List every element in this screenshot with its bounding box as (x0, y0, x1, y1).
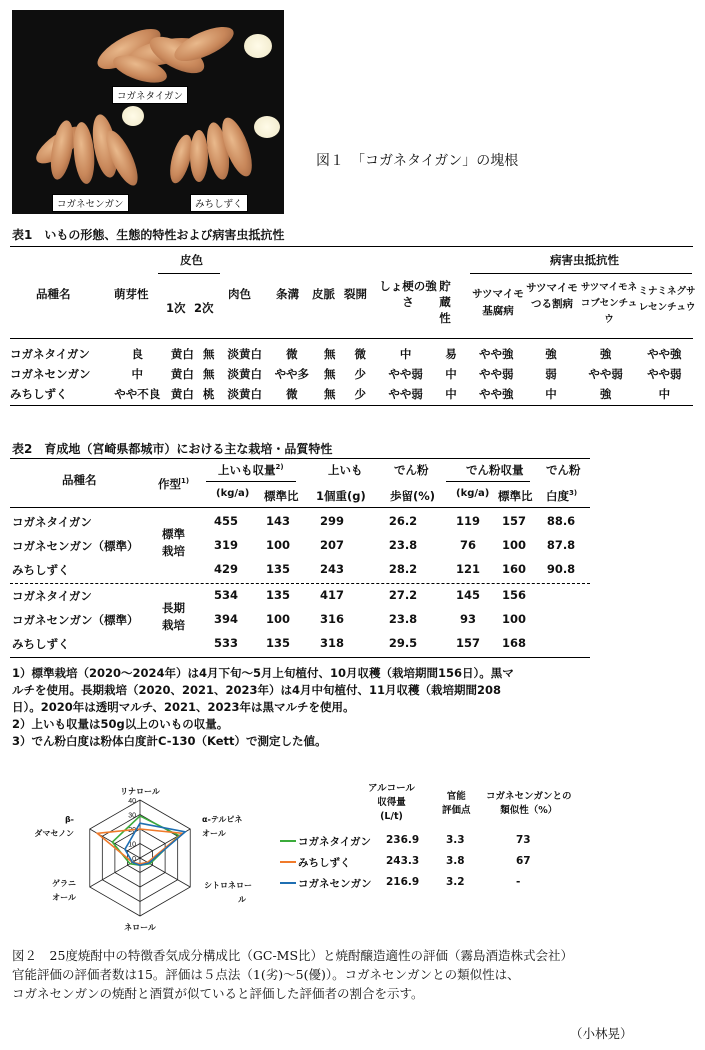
t2-h-weight2: 1個重(g) (316, 489, 366, 503)
table-cell: 微 (286, 387, 298, 401)
table-cell: 29.5 (388, 636, 418, 650)
label-michishizuku: みちしずく (190, 194, 248, 212)
table-cell: 中 (131, 367, 143, 381)
table-cell: 黄白 (170, 347, 194, 361)
table-cell: 76 (459, 538, 476, 552)
axis-label: ダマセノン (34, 829, 74, 838)
t1-h-disease2: サツマイモつる割病 (526, 282, 578, 310)
t1-h-groove: 条溝 (276, 287, 299, 301)
table-cell: 桃 (202, 387, 215, 401)
t2-h-white-sup: 3) (569, 489, 578, 498)
table-cell: 143 (265, 514, 290, 528)
tick-label: 40 (128, 798, 136, 805)
table-cell: 強 (599, 387, 612, 401)
legend-name: コガネセンガン (298, 878, 372, 890)
figure2-caption (12, 946, 692, 1003)
t1-h-resistance: 病害虫抵抗性 (550, 253, 619, 267)
table-cell: やや弱 (388, 387, 423, 401)
table-cell: 無 (202, 347, 215, 361)
table-cell: やや強 (479, 387, 514, 401)
t2-h-starch-yield-unit: (kg/a) (456, 488, 490, 499)
table-cell: 319 (213, 538, 238, 552)
alcohol-yield: 216.9 (386, 876, 420, 888)
eval-h-alcohol-3: (L/t) (380, 811, 403, 822)
table-cell: 121 (455, 562, 480, 576)
table-cell: 168 (501, 636, 526, 650)
tuber-photo (12, 10, 284, 214)
table1-title: 表1 いもの形態、生態的特性および病害虫抵抗性 (12, 228, 285, 242)
eval-h-similarity-1: コガネセンガンとの (486, 791, 572, 802)
table-cell: 135 (265, 588, 290, 602)
t2-h-starch2: 歩留(%) (390, 489, 436, 503)
t2-h-starch-yield: でん粉収量 (466, 463, 524, 477)
table-cell: やや強 (647, 347, 682, 361)
t2-h-type-text: 作型 (158, 477, 181, 491)
tick-label: 0 (132, 856, 136, 863)
table-cell: 145 (455, 588, 480, 602)
table-cell: 淡黄白 (227, 387, 262, 401)
legend-line (280, 861, 296, 863)
table-cell: 318 (319, 636, 344, 650)
variety-cell: コガネセンガン（標準） (12, 539, 139, 553)
table-cell: 中 (545, 387, 557, 401)
t2-h-yield-sup: 2) (275, 463, 284, 472)
axis-label: シトロネロー (204, 881, 252, 890)
table-cell: 23.8 (388, 612, 418, 626)
table-cell: 無 (323, 367, 336, 381)
eval-h-similarity (486, 790, 572, 818)
table1-header-rule (10, 338, 693, 339)
table-cell: 23.8 (388, 538, 418, 552)
table-cell: 100 (265, 612, 290, 626)
table-cell: 28.2 (388, 562, 418, 576)
cultivation-type: 長期栽培 (162, 601, 185, 632)
table-cell: やや不良 (114, 387, 161, 401)
table-cell: 26.2 (388, 514, 418, 528)
author: （小林晃） (570, 1026, 633, 1041)
t1-h-disease3: サツマイモネコブセンチュウ (580, 282, 638, 325)
table-cell: 93 (459, 612, 476, 626)
t2-h-variety: 品種名 (62, 473, 97, 487)
axis-label: リナロール (120, 787, 160, 796)
variety-cell: コガネタイガン (12, 515, 92, 529)
t2-h-starch: でん粉 (394, 463, 429, 477)
eval-h-alcohol (368, 782, 415, 824)
table-cell: 中 (399, 347, 412, 361)
table-cell: 534 (213, 588, 238, 602)
axis-label: オール (202, 829, 226, 838)
table-cell: 135 (265, 562, 290, 576)
table2-header-rule (10, 507, 590, 508)
eval-h-score-2: 評価点 (442, 805, 471, 816)
table-cell: 316 (319, 612, 344, 626)
tick-label: 10 (128, 841, 136, 849)
t1-h-primary: 1次 (166, 301, 186, 315)
table-cell: 弱 (545, 367, 557, 381)
t2-h-type (158, 476, 189, 492)
note-line: 3）でん粉白度は粉体白度計C-130（Kett）で測定した値。 (12, 734, 327, 748)
table-cell: 少 (354, 387, 367, 401)
variety-cell: コガネセンガン (10, 367, 91, 381)
table-cell: 微 (354, 347, 367, 361)
table-cell: 無 (323, 347, 336, 361)
table-cell: 299 (319, 514, 344, 528)
label-koganetaigan: コガネタイガン (112, 86, 188, 104)
axis-label: ネロール (124, 923, 156, 932)
similarity-value: 73 (516, 834, 531, 846)
t1-h-secondary: 2次 (194, 301, 214, 315)
table2-bottom-rule (10, 657, 590, 658)
alcohol-yield: 236.9 (386, 834, 420, 846)
table-cell: 無 (323, 387, 336, 401)
t1-h-flesh: 肉色 (228, 287, 251, 301)
variety-cell: コガネタイガン (12, 589, 92, 603)
table-cell: 中 (445, 387, 457, 401)
sensory-score: 3.2 (446, 876, 465, 888)
table-cell: 394 (213, 612, 238, 626)
t2-h-type-sup: 1) (181, 477, 190, 486)
legend-name: コガネタイガン (298, 836, 371, 848)
table1-body (10, 344, 693, 404)
table-cell: 易 (445, 347, 457, 361)
table-cell: 157 (455, 636, 480, 650)
table2-header (10, 460, 590, 506)
figure2-caption-line: コガネセンガンの焼酎と酒質が似ていると評価した評価者の割合を示す。 (12, 986, 424, 1001)
tick-label: 30 (128, 812, 136, 820)
t2-h-ratio: 標準比 (264, 489, 299, 503)
table-cell: 157 (501, 514, 526, 528)
eval-h-score-1: 官能 (446, 791, 466, 802)
table-cell: 微 (286, 347, 298, 361)
legend-line (280, 840, 296, 842)
t2-h-yield-text: 上いも収量 (218, 463, 276, 477)
table1-row (10, 364, 693, 384)
table-cell: 100 (265, 538, 290, 552)
table-cell: 中 (658, 387, 671, 401)
table-cell: 淡黄白 (227, 347, 262, 361)
variety-cell: みちしずく (10, 387, 68, 401)
table-cell: 243 (319, 562, 344, 576)
table-cell: 88.6 (546, 514, 576, 528)
table-cell: やや弱 (479, 367, 514, 381)
table-cell: 207 (319, 538, 344, 552)
axis-label: ゲラニ (52, 879, 76, 888)
t1-h-stem: しょ梗の強さ (379, 279, 437, 309)
table-cell: 黄白 (170, 387, 194, 401)
table-cell: やや弱 (388, 367, 423, 381)
table-cell: 無 (202, 367, 215, 381)
figure1-caption: 図１ 「コガネタイガン」の塊根 (316, 153, 519, 169)
t1-h-skin-color: 皮色 (180, 253, 203, 267)
t2-h-yield-unit: (kg/a) (216, 488, 250, 499)
table2-top-rule (10, 458, 590, 459)
table1-bottom-rule (10, 405, 693, 406)
t2-h-yield (218, 462, 284, 478)
note-line: 1）標準栽培（2020～2024年）は4月下旬～5月上旬植付、10月収穫（栽培期間156日）。黒マ (12, 666, 514, 680)
table-cell: 黄白 (170, 367, 194, 381)
t1-h-variety: 品種名 (36, 287, 71, 301)
table1-row (10, 344, 693, 364)
variety-cell: みちしずく (12, 637, 70, 651)
t2-h-whiteness: でん粉 (546, 463, 581, 477)
table-cell: 淡黄白 (227, 367, 262, 381)
t1-h-crack: 裂開 (344, 287, 367, 301)
t1-h-storage: 貯蔵性 (439, 279, 451, 325)
table-cell: 87.8 (546, 538, 576, 552)
sensory-score: 3.8 (446, 855, 465, 867)
axis-label: α-テルピネ (202, 815, 243, 824)
figure2-caption-line: 図２ 25度焼酎中の特徴香気成分構成比（GC-MS比）と焼酎醸造適性の評価（霧島酒造株式会社） (12, 948, 574, 963)
table-cell: 強 (599, 347, 612, 361)
table-cell: 160 (501, 562, 526, 576)
evaluation-table (280, 782, 580, 902)
t1-h-sprouting: 萌芽性 (114, 287, 149, 301)
eval-h-similarity-2: 類似性（%） (500, 805, 558, 816)
t2-h-weight: 上いも (328, 463, 363, 477)
table1-header (10, 248, 696, 336)
table-cell: 100 (501, 538, 526, 552)
table-cell: 中 (445, 367, 457, 381)
table-cell: 90.8 (546, 562, 576, 576)
table-cell: やや多 (274, 367, 310, 381)
table-cell: 455 (213, 514, 238, 528)
eval-h-alcohol-2: 収得量 (377, 797, 406, 808)
note-line: ルチを使用。長期栽培（2020、2021、2023年）は4月中旬植付、11月収穫（栽培期間208 (12, 683, 502, 697)
table-cell: やや弱 (647, 367, 682, 381)
table-cell: 強 (545, 347, 557, 361)
sensory-score: 3.3 (446, 834, 465, 846)
legend-name: みちしずく (298, 857, 351, 869)
table-cell: 156 (501, 588, 526, 602)
t1-h-disease4: ミナミネグサレセンチュウ (638, 286, 696, 313)
table-cell: 429 (213, 562, 238, 576)
table-cell: 135 (265, 636, 290, 650)
table2-divider (10, 583, 590, 584)
table2-title: 表2 育成地（宮崎県都城市）における主な栽培・品質特性 (12, 442, 333, 456)
note-line: 2）上いも収量は50g以上のいもの収量。 (12, 717, 229, 731)
variety-cell: コガネセンガン（標準） (12, 613, 139, 627)
table-cell: 少 (354, 367, 367, 381)
t1-h-vein: 皮脈 (312, 287, 335, 301)
cultivation-type: 標準栽培 (162, 527, 185, 558)
label-koganesengan: コガネセンガン (52, 194, 129, 212)
table1-row (10, 384, 693, 404)
table-cell: 100 (501, 612, 526, 626)
alcohol-yield: 243.3 (386, 855, 420, 867)
table-cell: やや弱 (588, 367, 623, 381)
axis-label: オール (52, 893, 76, 902)
note-line: 日）。2020年は透明マルチ、2021、2023年は黒マルチを使用。 (12, 700, 355, 714)
t1-h-disease1: サツマイモ基腐病 (472, 288, 524, 317)
table-cell: やや強 (479, 347, 514, 361)
table1-top-rule (10, 246, 693, 247)
series-line (112, 816, 179, 865)
table-cell: 119 (455, 514, 480, 528)
figure2-caption-line: 官能評価の評価者数は15。評価は５点法（1(劣)～5(優)）。コガネセンガンとの類似性は、 (12, 967, 520, 982)
radar-chart (34, 778, 270, 938)
eval-h-alcohol-1: アルコール (368, 783, 415, 794)
axis-label: β- (64, 815, 74, 824)
table-cell: 27.2 (388, 588, 418, 602)
legend-line (280, 882, 296, 884)
variety-cell: みちしずく (12, 563, 70, 577)
variety-cell: コガネタイガン (10, 347, 90, 361)
t2-h-starch-ratio: 標準比 (498, 489, 533, 503)
table-cell: 533 (213, 636, 238, 650)
similarity-value: 67 (516, 855, 531, 867)
tick-label: 20 (128, 827, 136, 834)
table-cell: 良 (131, 347, 143, 361)
t2-h-white2-text: 白度 (546, 489, 569, 503)
eval-h-score (442, 790, 471, 818)
axis-label: ル (238, 895, 246, 904)
table-cell: 417 (319, 588, 344, 602)
table2-notes (12, 665, 602, 750)
t2-h-whiteness2 (546, 488, 577, 504)
similarity-value: - (516, 876, 521, 888)
